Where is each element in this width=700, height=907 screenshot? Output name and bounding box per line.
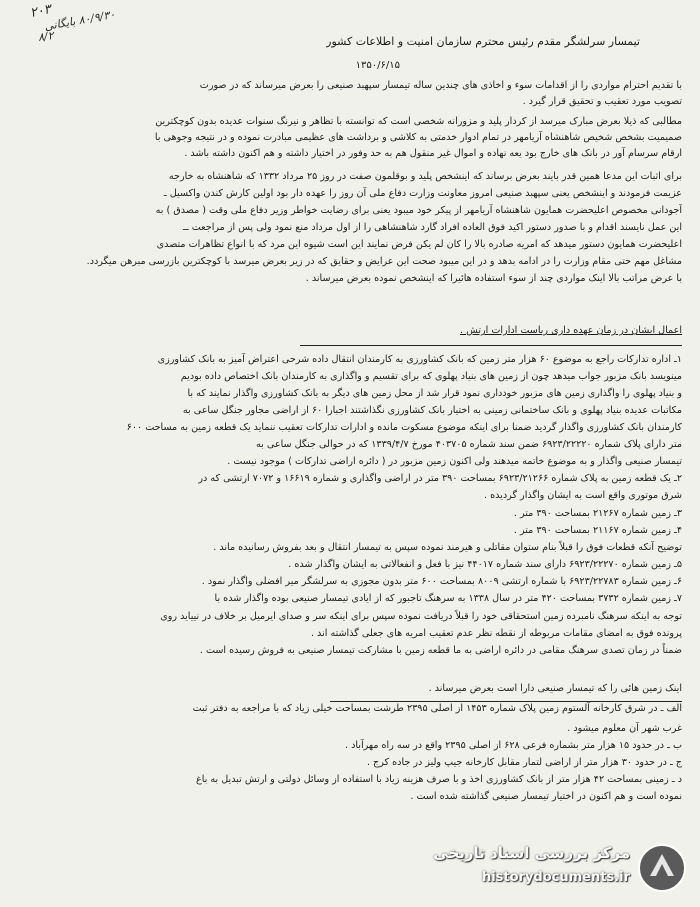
body-line: ب ـ در حدود ۱۵ هزار متر بشماره فرعی ۶۲۸ از اصلی ۲۳۹۵ واقع در سه راه مهرآباد . <box>345 740 682 751</box>
body-line: الف ـ در شرق کارخانه آلستوم زمین پلاک شماره ۱۴۵۳ از اصلی ۲۳۹۵ طرشت بمساحت خیلی زیاد که با مراجعه به دفتر ثبت <box>192 703 682 714</box>
body-line: اعمال ایشان در زمان عهده داری ریاست ادارات ارتش . <box>460 325 682 336</box>
body-line: مکاتبات عدیده بنیاد پهلوی و بانک ساختمانی زمینی به اختیار بانک کشاورزی نگذاشتند اجبارا ۶۰ از اراضی مجاور جنگل ساعی به <box>182 405 682 416</box>
body-line: برای اثبات این مدعا همین قدر بایند بعرض برساند که اینشخص پلید و بوقلمون صفت در روز ۲۵ مرداد ۱۳۳۲ که شاهنشاه به خارجه <box>168 171 682 182</box>
body-line: با تقدیم احترام مواردی را از اقدامات سوء و اخاذی های چندین ساله تیمسار سپهبد صنیعی را بعرض میرساند که در صورت <box>199 80 682 91</box>
body-line: آجودانی مخصوص اعلیحضرت همایون شاهنشاه آریامهر از پیکر خود میبود یعنی برای رضایت خواطر وزیر دفاع ملی وقت ( مصدق ) به <box>155 205 682 216</box>
watermark-url: historydocuments.ir <box>481 870 630 885</box>
body-line: ج ـ در حدود ۳۰ هزار متر از اراضی لتمار مقابل کارخانه جیپ ولیز در جاده کرج . <box>366 757 682 768</box>
body-line: با عرض مراتب بالا اینک مواردی چند از سوء استفاده هائیرا که اینشخص نموده بعرض میرساند . <box>305 273 682 284</box>
recipient-line: تیمسار سرلشگر مقدم رئیس محترم سازمان امنیت و اطلاعات کشور <box>326 35 640 48</box>
body-line: این عمل نایسند اقدام و با صدور دستور اکید فوق العاده افراد گارد شاهنشاهی را از اول مرداد منع نمود ولی پس از مراجعت ــ <box>183 222 682 233</box>
body-line: شرق موتوری واقع است به ایشان واگذار گردیده . <box>484 490 682 501</box>
body-line: مطالبی که ذیلا بعرض مبارک میرسد از کردار پلید و مزورانه شخصی است که توانسته با تظاهر و نیرنگ سنوات عدیده بدون کوچکترین <box>155 116 682 127</box>
body-line: اعلیحضرت همایون دستور میدهد که امریه صادره بالا را کان لم یکن فرض نمایند این است شیوه این مرد که با انواع تظاهرات متصدی <box>156 239 682 250</box>
body-line: غرب شهر آن معلوم میشود . <box>567 723 682 734</box>
body-line: ۶ـ زمین شماره ۶۹۲۳/۲۲۷۸۳ با شماره ارتشی ۸۰۰۹ بمساحت ۶۰۰ متر بدون مجوزی به سرلشگر میر افضلی واگذار نمود . <box>201 576 682 587</box>
body-line: تیمسار صنیعی واگذار و به موضوع خاتمه میدهند ولی اکنون زمین مزبور در ( دائره اراضی تدارکات ) موجود نیست . <box>227 456 682 467</box>
body-line: کارمندان بانک کشاورزی واگذار گردید ضمنا برای اینکه موضوع مسکوت مانده و ادارات تدارکات تعقیب ننماید یک قطعه زمین به مساحت ۶۰۰ <box>126 422 682 433</box>
body-line: ۴ـ زمین شماره ۲۱۱۶۷ بمساحت ۳۹۰ متر . <box>513 525 682 536</box>
body-line: توجه به اینکه سرهنگ نامبرده زمین استحقاقی خود را قبلاً دریافت نموده سپس برای اینکه سر و صدای ایرمیل بر خلاف در نییاید روی <box>160 611 682 622</box>
body-line: ۷ـ زمین شماره ۳۷۳۲ بمساحت ۴۲۰ متر در سال ۱۳۳۸ به سرهنگ تاجبور که از ایادی تیمسار صنیعی بوده واگذار شده با <box>214 593 682 604</box>
handwritten-note-2: ۸/۲ <box>37 28 55 45</box>
body-line: ۱ـ اداره تدارکات راجع به موضوع ۶۰ هزار متر زمین که بانک کشاورزی به کارمندان انتقال داده شرحی اعتراض آمیز به بانک کشاورزی <box>157 354 682 365</box>
body-line: مشاغل مهم حتی مقام وزارت را در ادامه بدهد و در این میبود صحت این عرایض و حقایق که در زیر بعرض میرسد با کوچکترین بازرسی مبرهن میگردد. <box>86 256 682 267</box>
body-line: تصویب مورد تعقیب و تحقیق قرار گیرد . <box>522 96 682 107</box>
handwritten-note: ۸۰/۹/۳۰ بایگانی <box>43 7 117 34</box>
body-line: پرونده فوق به امضای مقامات مربوطه از نقطه نظر عدم تعقیب امریه های جعلی گذاشته اند . <box>310 628 682 639</box>
body-line: ۲ـ یک قطعه زمین به پلاک شماره ۶۹۲۳/۲۱۲۶۶ بمساحت ۳۹۰ متر در اراضی واگذاری و شماره ۱۶۶۱۹ و ۷۰۷۲ ارتشی که در <box>198 473 682 484</box>
body-line: توضیح آنکه قطعات فوق را قبلاً بنام ستوان مقاتلی و هیرمند نموده سپس به تیمسار انتقال و بعد بفروش رسانیده ماند . <box>213 542 682 553</box>
body-line: متر دارای پلاک شماره ۶۹۲۳/۲۲۲۲۰ ضمن سند شماره ۴۰۳۷۰۵ مورخ ۱۳۳۹/۴/۷ که در حوالی جنگل ساعی به <box>256 439 682 450</box>
body-line: ۵ـ زمین شماره ۶۹۲۳/۲۲۲۷۰ دارای سند شماره ۴۴۰۱۷ نیز با فعل و انفعالاتی به ایشان واگذار شده . <box>288 559 682 570</box>
watermark-persian: مرکز بررسی اسناد تاریخی <box>433 844 630 862</box>
letter-date: ۱۳۵۰/۶/۱۵ <box>355 60 400 71</box>
body-line: ۳ـ زمین شماره ۲۱۲۶۷ بمساحت ۳۹۰ متر . <box>513 508 682 519</box>
archive-logo-icon <box>636 842 688 894</box>
body-line: و بنیاد پهلوی را واگذاری زمین های مزبور خودداری نمود قرار شد از محل زمین های دیگر به بانک کشاورزی واگذار نمایند که با <box>187 388 682 399</box>
section-underline-2 <box>330 701 682 702</box>
body-line: مینویسد بانک مزبور جواب میدهد چون از زمین های بنیاد پهلوی که برای تقسیم و واگذاری به کارمندان بانک اختصاص داده بودیم <box>180 371 682 382</box>
body-line: ضمناً در زمان تصدی سرهنگ مقامی در دائره اراضی به ما قطعه زمین با مشارکت تیمسار صنیعی به فروش رسیده است . <box>199 645 682 656</box>
body-line: د ـ زمینی بمساحت ۴۲ هزار متر از بانک کشاورزی اخذ و با صرف هزینه زیاد با استفاده از وسائل دولتی و ارتش تبدیل به باغ <box>196 774 682 785</box>
watermark <box>433 838 692 900</box>
body-line: نموده است و هم اکنون در اختیار تیمسار صنیعی گذاشته شده است . <box>410 791 682 802</box>
handwritten-page-number: ۲۰۳ <box>28 1 53 22</box>
section-underline <box>300 345 682 346</box>
body-line: ارقام سرسام آور در بانک های خارج بود یعه نهاده و اموال غیر منقول هم به حد وفور در اختیار داشته و هم اکنون داشته باشد . <box>184 148 682 159</box>
body-line: عزیمت فرمودند و اینشخص یعنی سپهبد صنیعی امروز معاونت وزارت دفاع ملی آن روز را عهده دار بود اولین کارش کندن واکسیل ـ <box>163 188 682 199</box>
body-line: صمیمیت بشخص شخیص شاهنشاه آریامهر در تمام ادوار خدمتی به کلاشی و برداشت های عظیمی مبادرت نموده و در نتیجه وجوهی با <box>154 132 682 143</box>
body-line: اینک زمین هائی را که تیمسار صنیعی دارا است بعرض میرساند . <box>428 683 682 694</box>
